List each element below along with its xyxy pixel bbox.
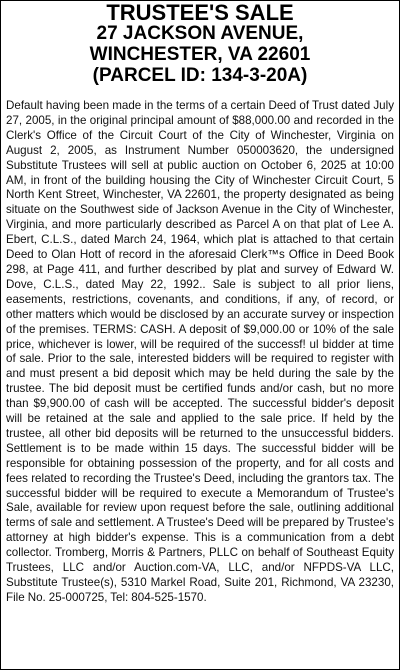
notice-body: Default having been made in the terms of a certain Deed of Trust dated July 27, 2005, in the original principal amount of $88,000.00 and recorded in the Clerk's Office of the Circuit Court of the City of Winchester, Virginia on August 2, 2005, as Instrument Number 050003620, the undersigned Substitute Trustees will sell at public auction on October 6, 2025 at 10:00 AM, in front of the building housing the City of Winchester Circuit Court, 5 North Kent Street, Winchester, VA 22601, the property designated as being situate on the Southwest side of Jackson Avenue in the City of Winchester, Virginia, and more particularly described as Parcel A on that plat of Lee A. Ebert, C.L.S., dated March 24, 1964, which plat is attached to that certain Deed to Olan Hott of record in the aforesaid Clerk™s Office in Deed Book 298, at Page 411, and further described by plat and survey of Edward W. Dove, C.L.S., dated May 22, 1992.. Sale is subject to all prior liens, easements, restrictions, covenants, and conditions, if any, of record, or other matters which would be disclosed by an accurate survey or inspection of the premises. TERMS: CASH. A deposit of $9,000.00 or 10% of the sale price, whichever is lower, will be required of the successf! ul bidder at time of sale. Prior to the sale, interested bidders will be required to register with and must present a bid deposit which may be held during the sale by the trustee. The bid deposit must be certified funds and/or cash, but no more than $9,900.00 of cash will be accepted. The successful bidder's deposit will be retained at the sale and applied to the sale price. If held by the trustee, all other bid deposits will be returned to the unsuccessful bidders. Settlement is to be made within 15 days. The successful bidder will be responsible for obtaining possession of the property, and for all costs and fees related to recording the Trustee's Deed, including the grantors tax. The successful bidder will be required to execute a Memorandum of Trustee's Sale, available for review upon request before the sale, outlining additional terms of sale and settlement. A Trustee's Deed will be prepared by Trustee's attorney at high bidder's expense. This is a communication from a debt collector. Tromberg, Morris & Partners, PLLC on behalf of Southeast Equity Trustees, LLC and/or Auction.com-VA, LLC, and/or NFPDS-VA LLC, Substitute Trustee(s), 5310 Markel Road, Suite 201, Richmond, VA 23230, File No. 25-000725, Tel: 804-525-1570. — [6, 99, 394, 604]
property-city: WINCHESTER, VA 22601 — [89, 44, 311, 65]
parcel-id: (PARCEL ID: 134-3-20A) — [92, 65, 308, 86]
notice-heading — [1, 1, 399, 86]
notice-title: TRUSTEE'S SALE — [106, 0, 294, 25]
property-street: 27 JACKSON AVENUE, — [96, 23, 304, 44]
